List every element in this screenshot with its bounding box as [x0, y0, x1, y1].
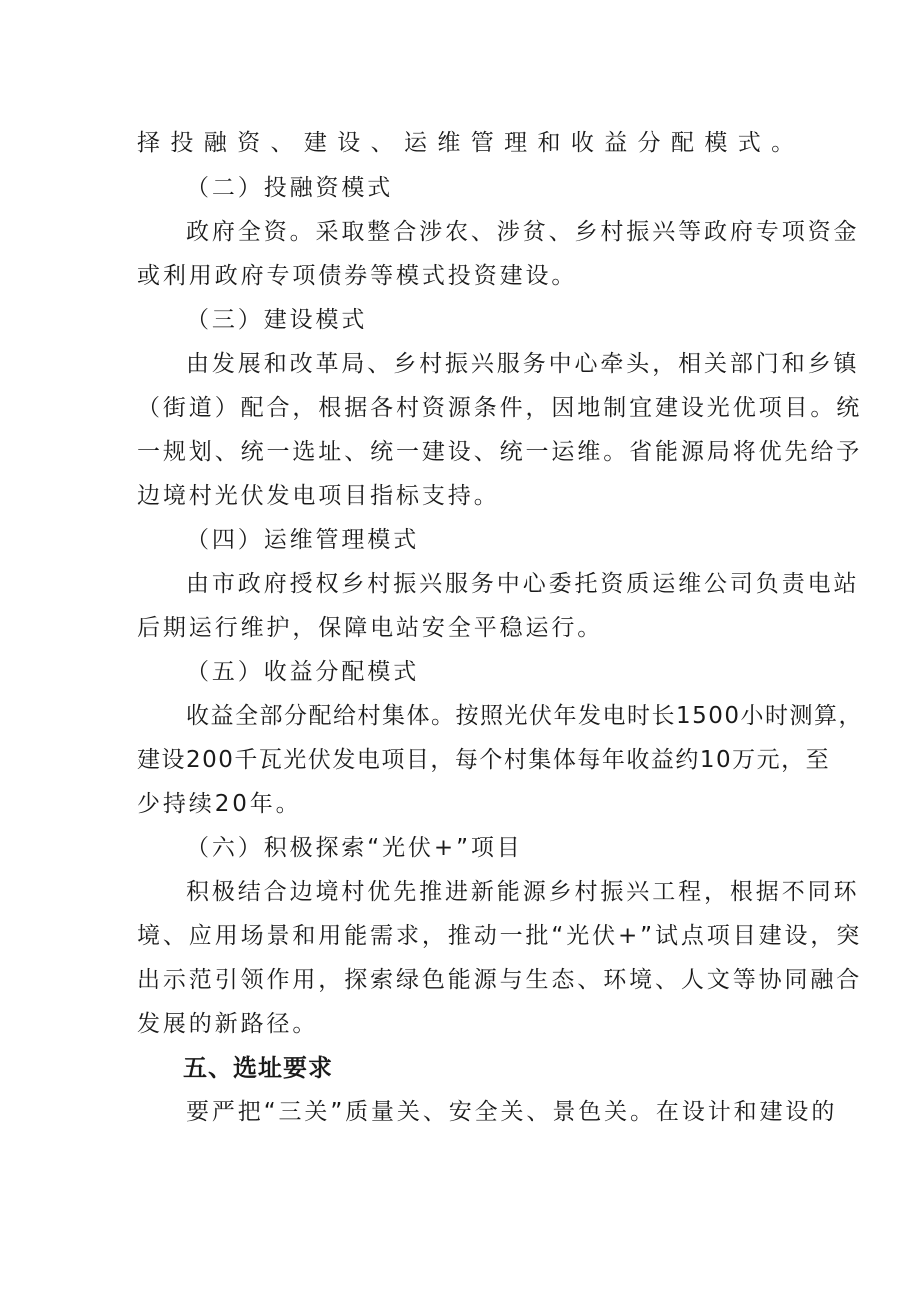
subheading-revenue: （五）收益分配模式: [186, 659, 420, 685]
paragraph-line: 由发展和改革局、乡村振兴服务中心牵头，相关部门和乡镇: [186, 351, 860, 377]
paragraph-line: 一规划、统一选址、统一建设、统一运维。省能源局将优先给予: [137, 439, 863, 465]
paragraph-line: 建设200千瓦光伏发电项目，每个村集体每年收益约10万元，至: [137, 747, 831, 773]
paragraph-line: 境、应用场景和用能需求，推动一批“光伏+”试点项目建设，突: [137, 923, 863, 949]
paragraph-line: 由市政府授权乡村振兴服务中心委托资质运维公司负责电站: [186, 571, 860, 597]
paragraph-line: 或利用政府专项债券等模式投资建设。: [137, 263, 578, 289]
paragraph-line: （街道）配合，根据各村资源条件，因地制宜建设光优项目。统: [137, 395, 863, 421]
paragraph-line: 后期运行维护，保障电站安全平稳运行。: [137, 615, 604, 641]
paragraph-line: 择投融资、建设、运维管理和收益分配模式。: [137, 130, 797, 156]
subheading-operation: （四）运维管理模式: [186, 527, 420, 553]
paragraph-line: 积极结合边境村优先推进新能源乡村振兴工程，根据不同环: [186, 879, 860, 905]
paragraph-line: 发展的新路径。: [137, 1011, 319, 1037]
paragraph-line: 要严把“三关”质量关、安全关、景色关。在设计和建设的: [186, 1099, 838, 1125]
subheading-pv-plus: （六）积极探索“光伏+”项目: [186, 835, 523, 861]
paragraph-line: 少持续20年。: [137, 791, 302, 817]
subheading-investment-financing: （二）投融资模式: [186, 175, 394, 201]
paragraph-line: 出示范引领作用，探索绿色能源与生态、环境、人文等协同融合: [137, 967, 863, 993]
paragraph-line: 政府全资。采取整合涉农、涉贫、乡村振兴等政府专项资金: [186, 219, 860, 245]
paragraph-line: 边境村光伏发电项目指标支持。: [137, 483, 500, 509]
subheading-construction: （三）建设模式: [186, 307, 368, 333]
paragraph-line: 收益全部分配给村集体。按照光伏年发电时长1500小时测算，: [186, 703, 864, 729]
section-heading-site-selection: 五、选址要求: [183, 1054, 333, 1082]
